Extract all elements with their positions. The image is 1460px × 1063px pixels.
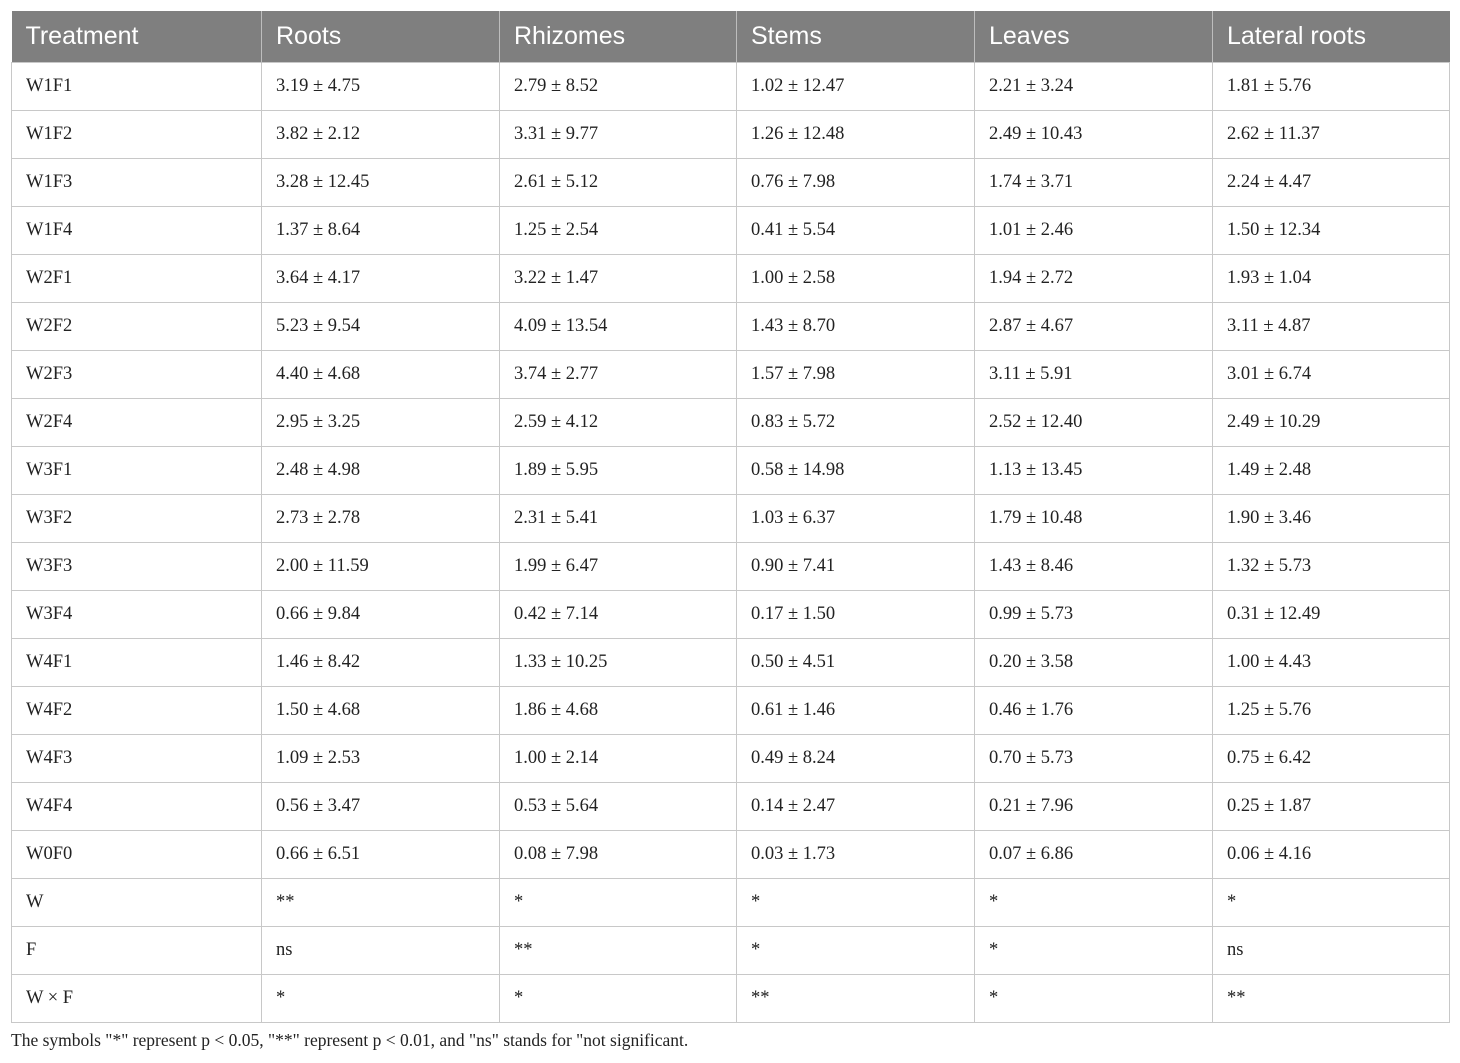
treatment-cell: W2F3 — [12, 350, 262, 398]
value-cell: 3.64 ± 4.17 — [262, 254, 500, 302]
value-cell: 1.25 ± 2.54 — [500, 206, 737, 254]
treatment-cell: W3F1 — [12, 446, 262, 494]
value-cell: 0.66 ± 9.84 — [262, 590, 500, 638]
value-cell: 2.49 ± 10.29 — [1213, 398, 1450, 446]
table-row — [12, 206, 1450, 254]
value-cell: * — [975, 878, 1213, 926]
value-cell: 0.17 ± 1.50 — [737, 590, 975, 638]
value-cell: 2.31 ± 5.41 — [500, 494, 737, 542]
results-table-container — [11, 11, 1449, 1023]
value-cell: 1.50 ± 12.34 — [1213, 206, 1450, 254]
treatment-cell: W1F4 — [12, 206, 262, 254]
value-cell: 0.46 ± 1.76 — [975, 686, 1213, 734]
value-cell: 1.43 ± 8.70 — [737, 302, 975, 350]
treatment-cell: W3F2 — [12, 494, 262, 542]
value-cell: 1.57 ± 7.98 — [737, 350, 975, 398]
value-cell: 0.49 ± 8.24 — [737, 734, 975, 782]
value-cell: 1.46 ± 8.42 — [262, 638, 500, 686]
value-cell: 3.82 ± 2.12 — [262, 110, 500, 158]
value-cell: ns — [262, 926, 500, 974]
treatment-cell: W0F0 — [12, 830, 262, 878]
value-cell: * — [975, 926, 1213, 974]
treatment-cell: W — [12, 878, 262, 926]
value-cell: 0.99 ± 5.73 — [975, 590, 1213, 638]
value-cell: 3.22 ± 1.47 — [500, 254, 737, 302]
column-header-lateral-roots: Lateral roots — [1213, 11, 1450, 62]
value-cell: 1.81 ± 5.76 — [1213, 62, 1450, 110]
treatment-cell: W1F2 — [12, 110, 262, 158]
value-cell: 1.33 ± 10.25 — [500, 638, 737, 686]
table-row — [12, 494, 1450, 542]
value-cell: 1.86 ± 4.68 — [500, 686, 737, 734]
value-cell: ** — [737, 974, 975, 1022]
value-cell: 1.89 ± 5.95 — [500, 446, 737, 494]
value-cell: 5.23 ± 9.54 — [262, 302, 500, 350]
value-cell: 1.00 ± 2.58 — [737, 254, 975, 302]
value-cell: 0.66 ± 6.51 — [262, 830, 500, 878]
value-cell: 2.48 ± 4.98 — [262, 446, 500, 494]
treatment-cell: W3F4 — [12, 590, 262, 638]
value-cell: 0.03 ± 1.73 — [737, 830, 975, 878]
value-cell: 1.99 ± 6.47 — [500, 542, 737, 590]
table-header — [12, 11, 1450, 62]
value-cell: ** — [1213, 974, 1450, 1022]
value-cell: * — [262, 974, 500, 1022]
table-row — [12, 974, 1450, 1022]
value-cell: 3.28 ± 12.45 — [262, 158, 500, 206]
value-cell: 2.87 ± 4.67 — [975, 302, 1213, 350]
table-row — [12, 398, 1450, 446]
table-row — [12, 734, 1450, 782]
value-cell: * — [1213, 878, 1450, 926]
treatment-cell: W4F4 — [12, 782, 262, 830]
value-cell: 1.49 ± 2.48 — [1213, 446, 1450, 494]
value-cell: 1.94 ± 2.72 — [975, 254, 1213, 302]
treatment-cell: W4F1 — [12, 638, 262, 686]
value-cell: ns — [1213, 926, 1450, 974]
table-row — [12, 350, 1450, 398]
value-cell: 0.90 ± 7.41 — [737, 542, 975, 590]
table-body — [12, 62, 1450, 1022]
value-cell: 2.59 ± 4.12 — [500, 398, 737, 446]
value-cell: ** — [262, 878, 500, 926]
value-cell: 1.37 ± 8.64 — [262, 206, 500, 254]
value-cell: 2.00 ± 11.59 — [262, 542, 500, 590]
treatment-cell: W4F2 — [12, 686, 262, 734]
table-row — [12, 254, 1450, 302]
value-cell: 2.79 ± 8.52 — [500, 62, 737, 110]
value-cell: 0.06 ± 4.16 — [1213, 830, 1450, 878]
table-row — [12, 62, 1450, 110]
value-cell: 3.74 ± 2.77 — [500, 350, 737, 398]
value-cell: 3.01 ± 6.74 — [1213, 350, 1450, 398]
value-cell: 1.74 ± 3.71 — [975, 158, 1213, 206]
value-cell: 0.14 ± 2.47 — [737, 782, 975, 830]
column-header-roots: Roots — [262, 11, 500, 62]
value-cell: 0.07 ± 6.86 — [975, 830, 1213, 878]
value-cell: 0.53 ± 5.64 — [500, 782, 737, 830]
value-cell: 2.24 ± 4.47 — [1213, 158, 1450, 206]
column-header-leaves: Leaves — [975, 11, 1213, 62]
value-cell: 0.25 ± 1.87 — [1213, 782, 1450, 830]
value-cell: 1.00 ± 2.14 — [500, 734, 737, 782]
treatment-cell: F — [12, 926, 262, 974]
table-row — [12, 830, 1450, 878]
column-header-stems: Stems — [737, 11, 975, 62]
value-cell: * — [737, 926, 975, 974]
value-cell: 0.83 ± 5.72 — [737, 398, 975, 446]
value-cell: 2.52 ± 12.40 — [975, 398, 1213, 446]
value-cell: 0.61 ± 1.46 — [737, 686, 975, 734]
value-cell: 2.49 ± 10.43 — [975, 110, 1213, 158]
value-cell: 0.08 ± 7.98 — [500, 830, 737, 878]
value-cell: 3.11 ± 5.91 — [975, 350, 1213, 398]
table-row — [12, 110, 1450, 158]
value-cell: * — [500, 974, 737, 1022]
value-cell: 1.25 ± 5.76 — [1213, 686, 1450, 734]
treatment-cell: W × F — [12, 974, 262, 1022]
value-cell: 1.93 ± 1.04 — [1213, 254, 1450, 302]
value-cell: ** — [500, 926, 737, 974]
value-cell: 1.26 ± 12.48 — [737, 110, 975, 158]
value-cell: 0.21 ± 7.96 — [975, 782, 1213, 830]
results-table — [11, 11, 1450, 1023]
value-cell: 0.31 ± 12.49 — [1213, 590, 1450, 638]
value-cell: 0.58 ± 14.98 — [737, 446, 975, 494]
table-row — [12, 782, 1450, 830]
value-cell: 0.20 ± 3.58 — [975, 638, 1213, 686]
treatment-cell: W2F4 — [12, 398, 262, 446]
value-cell: 1.09 ± 2.53 — [262, 734, 500, 782]
value-cell: 1.03 ± 6.37 — [737, 494, 975, 542]
value-cell: * — [737, 878, 975, 926]
value-cell: 0.70 ± 5.73 — [975, 734, 1213, 782]
value-cell: * — [500, 878, 737, 926]
value-cell: 2.95 ± 3.25 — [262, 398, 500, 446]
table-row — [12, 302, 1450, 350]
treatment-cell: W2F2 — [12, 302, 262, 350]
treatment-cell: W1F3 — [12, 158, 262, 206]
column-header-treatment: Treatment — [12, 11, 262, 62]
table-row — [12, 686, 1450, 734]
table-row — [12, 926, 1450, 974]
value-cell: 0.42 ± 7.14 — [500, 590, 737, 638]
value-cell: 0.75 ± 6.42 — [1213, 734, 1450, 782]
value-cell: 1.13 ± 13.45 — [975, 446, 1213, 494]
value-cell: 0.50 ± 4.51 — [737, 638, 975, 686]
value-cell: 0.56 ± 3.47 — [262, 782, 500, 830]
value-cell: 3.31 ± 9.77 — [500, 110, 737, 158]
table-row — [12, 590, 1450, 638]
treatment-cell: W2F1 — [12, 254, 262, 302]
value-cell: 2.73 ± 2.78 — [262, 494, 500, 542]
value-cell: 3.11 ± 4.87 — [1213, 302, 1450, 350]
value-cell: 0.76 ± 7.98 — [737, 158, 975, 206]
value-cell: 0.41 ± 5.54 — [737, 206, 975, 254]
treatment-cell: W4F3 — [12, 734, 262, 782]
value-cell: * — [975, 974, 1213, 1022]
value-cell: 2.62 ± 11.37 — [1213, 110, 1450, 158]
table-row — [12, 542, 1450, 590]
value-cell: 1.01 ± 2.46 — [975, 206, 1213, 254]
value-cell: 3.19 ± 4.75 — [262, 62, 500, 110]
value-cell: 1.50 ± 4.68 — [262, 686, 500, 734]
value-cell: 4.09 ± 13.54 — [500, 302, 737, 350]
treatment-cell: W3F3 — [12, 542, 262, 590]
value-cell: 1.79 ± 10.48 — [975, 494, 1213, 542]
treatment-cell: W1F1 — [12, 62, 262, 110]
value-cell: 4.40 ± 4.68 — [262, 350, 500, 398]
value-cell: 2.21 ± 3.24 — [975, 62, 1213, 110]
table-row — [12, 638, 1450, 686]
value-cell: 1.90 ± 3.46 — [1213, 494, 1450, 542]
table-row — [12, 158, 1450, 206]
column-header-rhizomes: Rhizomes — [500, 11, 737, 62]
table-footnote: The symbols "*" represent p < 0.05, "**" represent p < 0.01, and "ns" stands for "not significant. — [11, 1030, 689, 1050]
table-row — [12, 878, 1450, 926]
header-row — [12, 11, 1450, 62]
value-cell: 1.02 ± 12.47 — [737, 62, 975, 110]
value-cell: 1.00 ± 4.43 — [1213, 638, 1450, 686]
value-cell: 1.32 ± 5.73 — [1213, 542, 1450, 590]
value-cell: 1.43 ± 8.46 — [975, 542, 1213, 590]
table-row — [12, 446, 1450, 494]
value-cell: 2.61 ± 5.12 — [500, 158, 737, 206]
